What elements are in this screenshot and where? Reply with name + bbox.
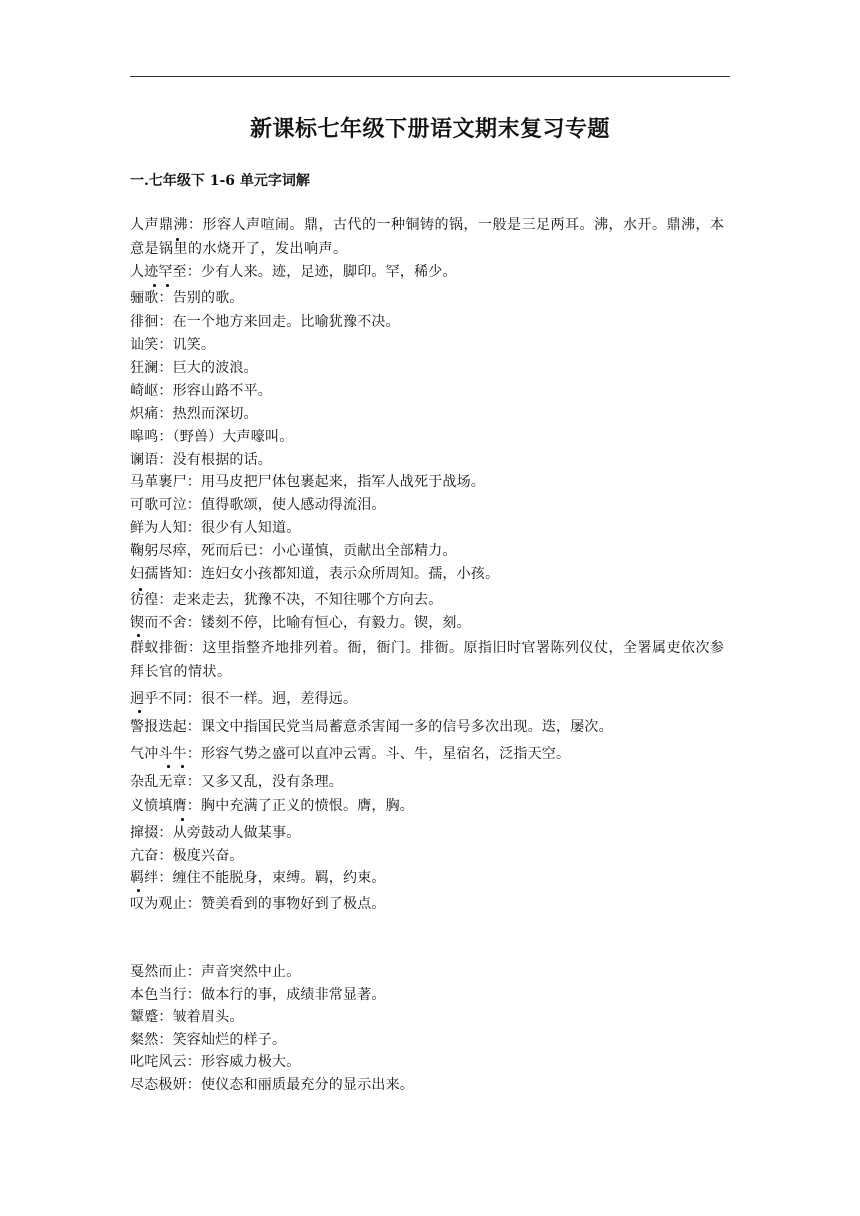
emphasis-dot	[167, 765, 170, 768]
entry: 尽态极妍：使仪态和丽质最充分的显示出来。	[130, 1077, 414, 1093]
entry: 彷徨：走来走去，犹豫不决，不知往哪个方向去。	[130, 592, 443, 608]
entry: 群蚁排衙：这里指整齐地排列着。衙，衙门。排衙。原指旧时官署陈列仪仗，全署属吏依次参拜长官的情状。	[130, 640, 725, 680]
entry: 马革裹尸：用马皮把尸体包裹起来，指军人战死于战场。	[130, 474, 485, 490]
entry: 气冲斗牛：形容气势之盛可以直冲云霄。斗、牛，星宿名，泛指天空。	[130, 746, 571, 762]
entry: 羁绊：缠住不能脱身，束缚。羁，约束。	[130, 870, 386, 886]
entry: 鲜为人知：很少有人知道。	[130, 520, 301, 536]
emphasis-dot	[181, 765, 184, 768]
entry: 嗥鸣：（野兽）大声嚎叫。	[130, 429, 294, 445]
entry: 杂乱无章：又多又乱，没有条理。	[130, 774, 343, 790]
entry: 本色当行：做本行的事，成绩非常显著。	[130, 987, 386, 1003]
entry: 撺掇：从旁鼓动人做某事。	[130, 825, 301, 841]
header-rule	[130, 76, 730, 77]
emphasis-dot	[153, 284, 156, 287]
emphasis-dot	[137, 634, 140, 637]
entry: 骊歌：告别的歌。	[130, 290, 244, 306]
entry: 炽痛：热烈而深切。	[130, 406, 258, 422]
emphasis-dot	[137, 889, 140, 892]
emphasis-dot	[139, 588, 142, 591]
entry: 叹为观止：赞美看到的事物好到了极点。	[130, 896, 386, 912]
entry: 徘徊：在一个地方来回走。比喻犹豫不决。	[130, 314, 400, 330]
entry: 狂澜：巨大的波浪。	[130, 360, 258, 376]
emphasis-dot	[181, 818, 184, 821]
entry: 谰语：没有根据的话。	[130, 452, 272, 468]
entry: 颦蹙：皱着眉头。	[130, 1009, 244, 1025]
entry: 亢奋：极度兴奋。	[130, 848, 244, 864]
entry: 人声鼎沸：形容人声喧闹。鼎，古代的一种铜铸的锅，一般是三足两耳。沸，水开。鼎沸，本意是锅里的水烧开了，发出响声。	[130, 217, 725, 257]
entry: 鞠躬尽瘁，死而后已：小心谨慎，贡献出全部精力。	[130, 543, 457, 559]
entry: 崎岖：形容山路不平。	[130, 383, 272, 399]
entry: 妇孺皆知：连妇女小孩都知道，表示众所周知。孺，小孩。	[130, 566, 500, 582]
entry: 警报迭起：课文中指国民党当局蓄意杀害闻一多的信号多次出现。迭，屡次。	[130, 719, 613, 735]
entry: 锲而不舍：镂刻不停，比喻有恒心，有毅力。锲，刻。	[130, 615, 471, 631]
emphasis-dot	[176, 238, 179, 241]
entry: 迥乎不同：很不一样。迥，差得远。	[130, 691, 358, 707]
entry: 戛然而止：声音突然中止。	[130, 964, 301, 980]
entry: 人迹罕至：少有人来。迹，足迹，脚印。罕，稀少。	[130, 264, 457, 280]
document-title: 新课标七年级下册语文期末复习专题	[249, 116, 610, 142]
entry: 叱咤风云：形容威力极大。	[130, 1054, 301, 1070]
emphasis-dot	[166, 284, 169, 287]
section-heading: 一.七年级下 1-6 单元字词解	[130, 173, 310, 189]
entry: 可歌可泣：值得歌颂，使人感动得流泪。	[130, 497, 386, 513]
entry: 讪笑：讥笑。	[130, 337, 216, 353]
emphasis-dot	[138, 710, 141, 713]
entry: 义愤填膺：胸中充满了正义的愤恨。膺，胸。	[130, 798, 414, 814]
entry: 粲然：笑容灿烂的样子。	[130, 1032, 287, 1048]
